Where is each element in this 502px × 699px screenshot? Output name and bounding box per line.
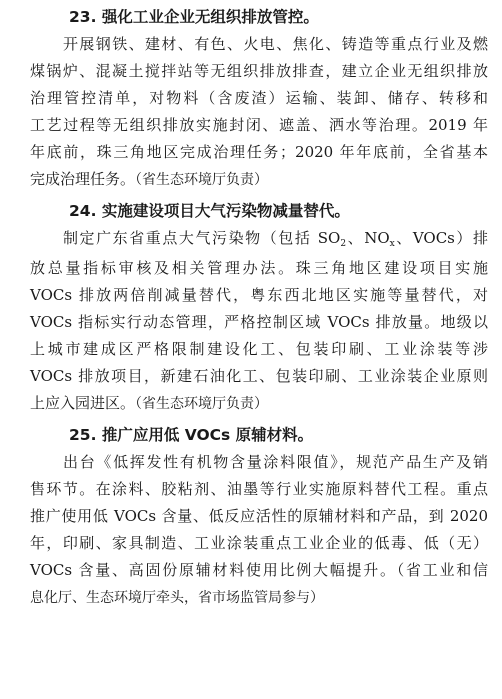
- body-line: VOCs 排放两倍削减量替代，粤东西北地区实施等量替代，对: [30, 286, 488, 304]
- body-line: 放总量指标审核及相关管理办法。珠三角地区建设项目实施: [30, 259, 488, 277]
- body-line: 开展钢铁、建材、有色、火电、焦化、铸造等重点行业及燃: [63, 35, 488, 53]
- body-line: 煤锅炉、混凝土搅拌站等无组织排放排查，建立企业无组织排放: [30, 62, 488, 80]
- body-line-last: [30, 584, 488, 612]
- section-24: [30, 198, 488, 418]
- body-line: 出台《低挥发性有机物含量涂料限值》，规范产品生产及销: [63, 453, 488, 471]
- body-text: 完成治理任务。: [30, 170, 136, 188]
- body-line: 上城市建成区严格限制建设化工、包装印刷、工业涂装等涉: [30, 340, 488, 358]
- body-text: 上应入园进区。: [30, 394, 136, 412]
- body-text: 、NO: [346, 229, 390, 247]
- body-line: VOCs 排放项目，新建石油化工、包装印刷、工业涂装企业原则: [30, 367, 488, 385]
- responsible-party: （省生态环境厅负责）: [135, 172, 269, 188]
- body-text: 、VOCs）排: [394, 229, 488, 247]
- section-body: [30, 225, 488, 418]
- body-line-last: [30, 166, 488, 194]
- subscript: 2: [340, 239, 347, 249]
- responsible-party: 息化厅、生态环境厅牵头，省市场监管局参与）: [30, 590, 324, 606]
- section-25: [30, 422, 488, 612]
- body-line: 治理管控清单，对物料（含废渣）运输、装卸、储存、转移和: [30, 89, 488, 107]
- body-line: 年，印刷、家具制造、工业涂装重点工业企业的低毒、低（无）: [30, 534, 488, 552]
- body-line: VOCs 含量、高固份原辅材料使用比例大幅提升。（省工业和信: [30, 561, 488, 579]
- section-body: [30, 31, 488, 194]
- section-23: [30, 4, 488, 194]
- section-body: [30, 449, 488, 612]
- body-text: 制定广东省重点大气污染物（包括 SO: [63, 229, 341, 247]
- responsible-party: （省生态环境厅负责）: [135, 396, 269, 412]
- body-line: 售环节。在涂料、胶粘剂、油墨等行业实施原料替代工程。重点: [30, 480, 488, 498]
- body-line: 年底前，珠三角地区完成治理任务；2020 年年底前，全省基本: [30, 143, 488, 161]
- section-heading: 24. 实施建设项目大气污染物减量替代。: [69, 202, 350, 220]
- subscript: x: [389, 239, 395, 249]
- body-line: 推广使用低 VOCs 含量、低反应活性的原辅材料和产品，到 2020: [30, 507, 488, 525]
- body-line: [30, 225, 488, 255]
- body-line-last: [30, 390, 488, 418]
- body-line: 工艺过程等无组织排放实施封闭、遮盖、洒水等治理。2019 年: [30, 116, 488, 134]
- section-heading: 25. 推广应用低 VOCs 原辅材料。: [69, 426, 314, 444]
- section-heading: 23. 强化工业企业无组织排放管控。: [69, 8, 319, 26]
- body-line: VOCs 指标实行动态管理，严格控制区域 VOCs 排放量。地级以: [30, 313, 488, 331]
